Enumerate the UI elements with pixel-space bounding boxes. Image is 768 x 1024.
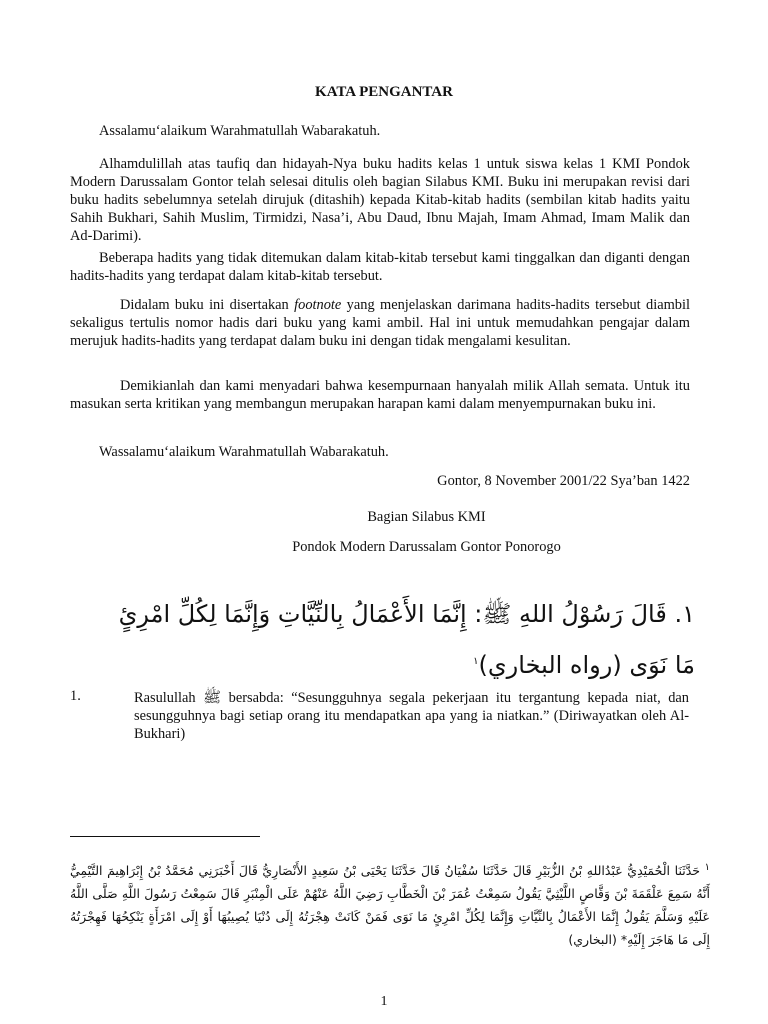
saw-symbol: ﷺ <box>203 688 222 706</box>
paragraph-1 <box>70 155 690 245</box>
paragraph-3-text <box>70 296 690 350</box>
paragraph-1-text: Alhamdulillah atas taufiq dan hidayah-Nya buku hadits kelas 1 untuk siswa kelas 1 KMI Pondok Modern Darussalam Gontor telah selesai ditulis oleh bagian Silabus KMI. Buku ini merupakan revisi dari buku hadits sebelumnya setelah dirujuk (ditashih) kepada Kitab-kitab hadits (sembilan kitab hadits yaitu Sahih Bukhari, Sahih Muslim, Tirmidzi, Nasa’i, Abu Daud, Ibnu Majah, Imam Ahmad, Imam Malik dan Ad-Darimi). <box>70 156 690 244</box>
paragraph-3 <box>70 296 690 350</box>
paragraph-4-text: Demikianlah dan kami menyadari bahwa kesempurnaan hanyalah milik Allah semata. Untuk itu masukan serta kritikan yang membangun merupakan harapan kami dalam menyempurnakan buku ini. <box>70 378 690 412</box>
hadith-arabic-text: قَالَ رَسُوْلُ اللهِ ﷺ: إِنَّمَا الأَعْمَالُ بِالنِّيَّاتِ وَإِنَّمَا لِكُلِّ امْرِئٍ مَا نَوَى (رواه البخاري) <box>118 600 695 679</box>
hadith-arabic <box>95 590 695 689</box>
hadith-number: 1. <box>70 688 81 704</box>
page-title: KATA PENGANTAR <box>315 84 453 100</box>
translation-lead: Rasulullah <box>134 690 196 706</box>
translation-body: bersabda: “Sesungguhnya segala pekerjaan itu tergantung kepada niat, dan sesungguhnya bagi setiap orang itu mendapatkan apa yang ia niatkan.” (Diriwayatkan oleh Al-Bukhari) <box>134 690 689 742</box>
footnote-term: footnote <box>294 297 342 313</box>
footnote <box>70 856 710 951</box>
greeting: Assalamu‘alaikum Warahmatullah Wabarakatuh. <box>99 123 381 139</box>
department-name: Bagian Silabus KMI <box>367 509 486 525</box>
paragraph-3-part-1: Didalam buku ini disertakan <box>120 297 295 313</box>
page-number: 1 <box>380 994 388 1009</box>
hadith-translation <box>134 688 689 743</box>
paragraph-3-part-2: yang menjelaskan darimana hadits-hadits tersebut diambil sekaligus tertulis nomor hadis dari buku yang kami ambil. Hal ini untuk memudahkan pengajar dalam merujuk hadits-hadits yang terdapat dalam buku ini dengan tidak mengalami kesulitan. <box>70 297 690 349</box>
footnote-text: حَدَّثَنَا الْحُمَيْدِيُّ عَبْدُاللهِ بْنُ الزُّبَيْرِ قَالَ حَدَّثَنَا سُفْيَانُ قَالَ حَدَّثَنَا يَحْيَى بْنُ سَعِيدٍ الأَنْصَارِيُّ قَالَ أَخْبَرَنِي مُحَمَّدُ بْنُ إِبْرَاهِيمَ التَّيْمِيُّ أَنَّهُ سَمِعَ عَلْقَمَةَ بْنَ وَقَّاصٍ اللَّيْثِيَّ يَقُولُ سَمِعْتُ عُمَرَ بْنَ الْخَطَّابِ رَضِيَ اللَّهُ عَنْهُمْ عَلَى الْمِنْبَرِ قَالَ سَمِعْتُ رَسُولَ اللَّهِ صَلَّى اللَّهُ عَلَيْهِ وَسَلَّمَ يَقُولُ إِنَّمَا الأَعْمَالُ بِالنِّيَّاتِ وَإِنَّمَا لِكُلِّ امْرِئٍ مَا نَوَى فَمَنْ كَانَتْ هِجْرَتُهُ إِلَى دُنْيَا يُصِيبُهَا أَوْ إِلَى امْرَأَةٍ يَنْكِحُهَا فَهِجْرَتُهُ إِلَى مَا هَاجَرَ إِلَيْهِ* (البخاري) <box>70 863 710 948</box>
paragraph-2 <box>70 249 690 285</box>
closing-greeting: Wassalamu‘alaikum Warahmatullah Wabarakatuh. <box>99 444 389 460</box>
paragraph-4 <box>70 377 690 413</box>
footnote-marker: ١ <box>704 862 710 873</box>
footnote-separator <box>70 836 260 837</box>
paragraph-2-text: Beberapa hadits yang tidak ditemukan dalam kitab-kitab tersebut kami tinggalkan dan diganti dengan hadits-hadits yang terdapat dalam kitab-kitab tersebut. <box>70 250 690 284</box>
institution-name: Pondok Modern Darussalam Gontor Ponorogo <box>292 539 561 555</box>
place-date: Gontor, 8 November 2001/22 Sya’ban 1422 <box>437 473 690 489</box>
footnote-reference: ١ <box>473 656 479 667</box>
hadith-arabic-number: ١. <box>674 600 695 628</box>
